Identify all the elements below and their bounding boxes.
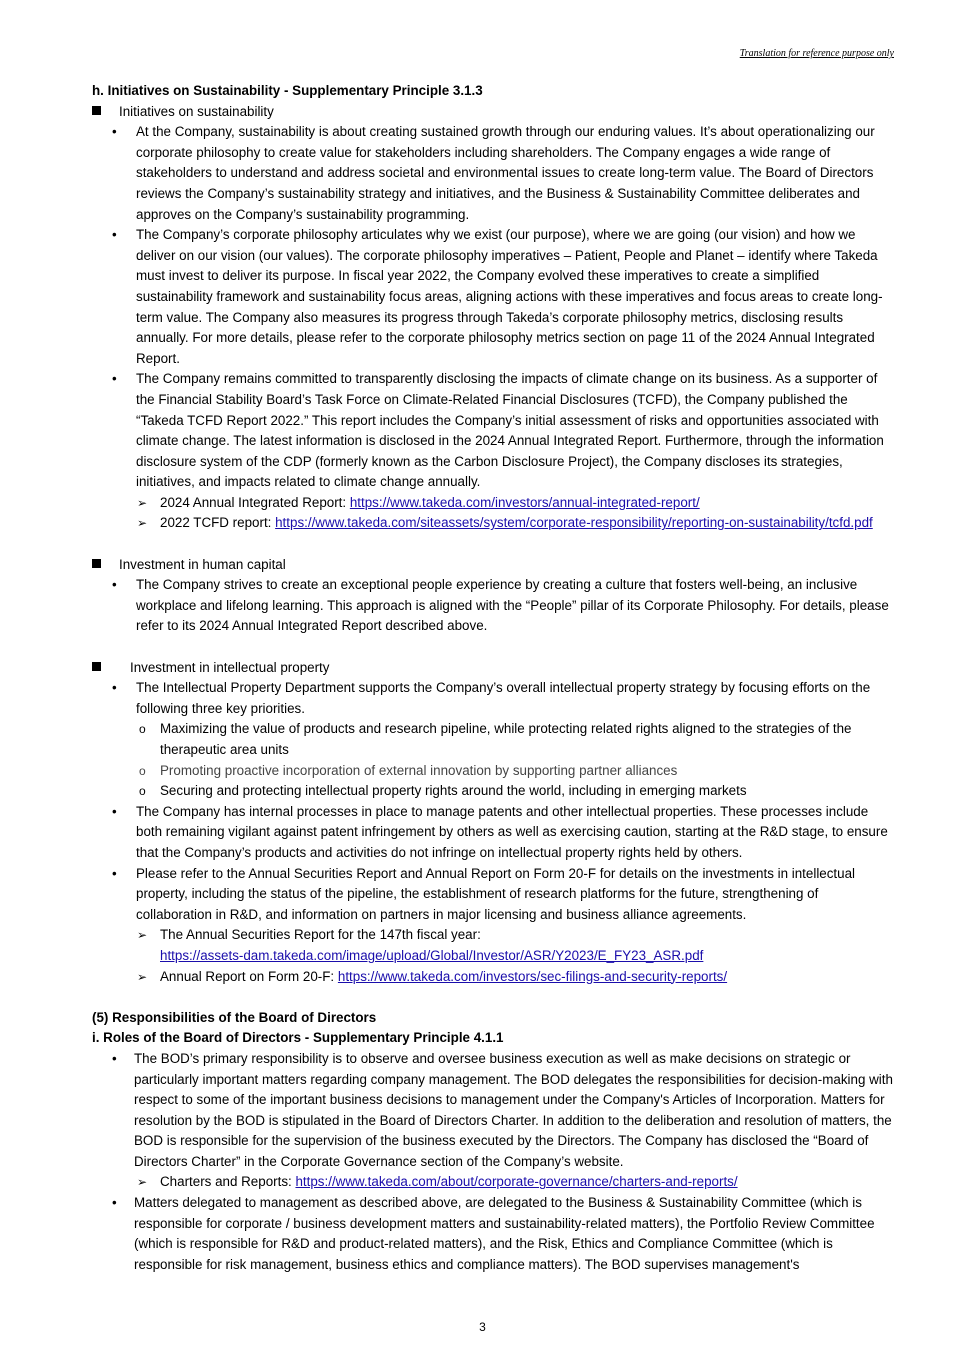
tcfd-report-link[interactable]: https://www.takeda.com/siteassets/system/corporate-responsibility/reporting-on-sustainability/tcfd.pdf bbox=[275, 515, 873, 531]
bullet-icon: • bbox=[112, 1195, 117, 1211]
circle-bullet-icon: o bbox=[139, 722, 146, 737]
arrow-bullet-icon: ➢ bbox=[137, 495, 148, 510]
section-h-title: h. Initiatives on Sustainability - Supplementary Principle 3.1.3 bbox=[92, 83, 483, 98]
list-item: • The Intellectual Property Department supports the Company’s overall intellectual property strategy by focusing efforts on the following three key priorities. bbox=[112, 680, 871, 716]
square-bullet-icon bbox=[92, 662, 101, 671]
arrow-bullet-icon: ➢ bbox=[137, 928, 148, 943]
bullet-icon: • bbox=[112, 803, 117, 819]
ip-heading-row bbox=[92, 658, 897, 679]
sustainability-heading: Initiatives on sustainability bbox=[119, 103, 274, 119]
bullet-icon: • bbox=[112, 371, 117, 387]
bullet-icon: • bbox=[112, 227, 117, 243]
link-item-integrated-report: ➢ 2024 Annual Integrated Report: https://www.takeda.com/investors/annual-integrated-report/ bbox=[92, 493, 897, 514]
section-5-title: (5) Responsibilities of the Board of Directors bbox=[92, 1009, 377, 1025]
priority-item: o Maximizing the value of products and research pipeline, while protecting related rights aligned to the strategies of the therapeutic area units bbox=[139, 721, 852, 757]
bullet-icon: • bbox=[112, 577, 117, 593]
link-item-tcfd: ➢ 2022 TCFD report: https://www.takeda.com/siteassets/system/corporate-responsibility/reporting-on-sustainability/tcfd.pdf bbox=[92, 513, 897, 534]
list-item: • Matters delegated to management as described above, are delegated to the Business & Sustainability Committee (which is responsible for corporate / business development matters and sustainability-related matters), the Portfolio Review Committee (which is responsible for R&D and product-related matters), and the Risk, Ethics and Compliance Committee (which is responsible for risk management, business ethics and compliance matters). The BOD supervises management's bbox=[112, 1195, 875, 1272]
page-content bbox=[92, 81, 897, 1275]
link-item-charters: ➢ Charters and Reports: https://www.takeda.com/about/corporate-governance/charters-and-reports/ bbox=[92, 1172, 897, 1193]
square-bullet-icon bbox=[92, 559, 101, 568]
form20f-link[interactable]: https://www.takeda.com/investors/sec-filings-and-security-reports/ bbox=[337, 968, 728, 984]
list-item: • The Company remains committed to transparently disclosing the impacts of climate change on its business. As a supporter of the Financial Stability Board’s Task Force on Climate-Related Financial Disclosures (TCFD), the Company published the “Takeda TCFD Report 2022.” This report includes the Company’s initial assessment of risks and opportunities associated with climate change. The latest information is disclosed in the 2024 Annual Integrated Report. Furthermore, through the information disclosure system of the CDP (formerly known as the Carbon Disclosure Project), the Company discloses its strategies, initiatives, and impacts related to climate change annually. bbox=[112, 371, 884, 490]
bullet-icon: • bbox=[112, 680, 117, 696]
circle-bullet-icon: o bbox=[139, 763, 146, 778]
bullet-icon: • bbox=[112, 865, 117, 881]
ip-heading: Investment in intellectual property bbox=[130, 659, 330, 675]
translation-note: Translation for reference purpose only bbox=[739, 48, 894, 59]
bullet-icon: • bbox=[112, 124, 117, 140]
section-i-title: i. Roles of the Board of Directors - Supplementary Principle 4.1.1 bbox=[92, 1030, 504, 1046]
integrated-report-link[interactable]: https://www.takeda.com/investors/annual-integrated-report/ bbox=[349, 494, 700, 510]
list-item: • The Company’s corporate philosophy articulates why we exist (our purpose), where we are going (our vision) and how we deliver on our vision (our values). The corporate philosophy imperatives – Patient, People and Planet – identify where Takeda must invest to deliver its purpose. In fiscal year 2022, the Company evolved these imperatives to create a simplified sustainability framework and sustainability focus areas, aligning actions with these imperatives and focus areas to create long-term value. The Company also measures its progress through Takeda’s corporate philosophy metrics, disclosing results annually. For more details, please refer to the corporate philosophy metrics section on page 11 of the 2024 Annual Integrated Report. bbox=[112, 227, 883, 366]
list-item: • The BOD’s primary responsibility is to observe and oversee business execution as well as make decisions on strategic or particularly important matters regarding company management. The BOD delegates the responsibilities for decision-making with respect to some of the important business decisions to management under the Company's Articles of Incorporation. Matters for resolution by the BOD is stipulated in the Board of Directors Charter. In addition to the deliberation and resolution of matters, the BOD is responsible for the supervision of the business executed by the Directors. The Company has disclosed the “Board of Directors Charter” in the Corporate Governance section of the Company’s website. bbox=[112, 1050, 893, 1169]
human-capital-heading-row bbox=[92, 555, 897, 576]
sustainability-heading-row bbox=[92, 102, 897, 123]
arrow-bullet-icon: ➢ bbox=[137, 969, 148, 984]
priority-item: o Securing and protecting intellectual property rights around the world, including in emerging markets bbox=[92, 781, 897, 802]
link-item-form20f: ➢ Annual Report on Form 20-F: https://www.takeda.com/investors/sec-filings-and-security-reports/ bbox=[92, 967, 897, 988]
human-capital-heading: Investment in human capital bbox=[119, 556, 286, 572]
list-item: • Please refer to the Annual Securities Report and Annual Report on Form 20-F for details on the investments in intellectual property, including the status of the pipeline, the establishment of research platforms for the future, strengthening of collaboration in R&D, and information on partners in major licensing and business alliance agreements. bbox=[112, 865, 856, 922]
list-item: • At the Company, sustainability is about creating sustained growth through our enduring values. It’s about operationalizing our corporate philosophy to create value for stakeholders including shareholders. The Company engages a wide range of stakeholders to understand and address societal and environmental issues to create long-term value. The Board of Directors reviews the Company’s sustainability strategy and initiatives, and the Business & Sustainability Committee deliberates and approves on the Company’s sustainability programming. bbox=[112, 124, 875, 222]
arrow-bullet-icon: ➢ bbox=[137, 1175, 148, 1190]
arrow-bullet-icon: ➢ bbox=[137, 516, 148, 531]
page-number: 3 bbox=[479, 1320, 486, 1334]
list-item: • The Company has internal processes in place to manage patents and other intellectual properties. These processes include both remaining vigilant against patent infringement by others as well as exercising caution, starting at the R&D stage, to ensure that the Company’s products and activities do not infringe on intellectual property rights held by others. bbox=[112, 803, 888, 860]
asr-link[interactable]: https://assets-dam.takeda.com/image/upload/Global/Investor/ASR/Y2023/E_FY23_ASR.pdf bbox=[160, 947, 704, 963]
bullet-icon: • bbox=[112, 1050, 117, 1066]
priority-item: o Promoting proactive incorporation of external innovation by supporting partner alliances bbox=[92, 761, 897, 782]
circle-bullet-icon: o bbox=[139, 784, 146, 799]
square-bullet-icon bbox=[92, 106, 101, 115]
charters-link[interactable]: https://www.takeda.com/about/corporate-governance/charters-and-reports/ bbox=[295, 1174, 738, 1190]
list-item: • The Company strives to create an exceptional people experience by creating a culture that fosters well-being, an inclusive workplace and lifelong learning. This approach is aligned with the “People” pillar of its Corporate Philosophy. For details, please refer to its 2024 Annual Integrated Report described above. bbox=[112, 577, 889, 634]
link-item-asr: ➢ The Annual Securities Report for the 147th fiscal year: https://assets-dam.takeda.com/image/upload/Global/Investor/ASR/Y2023/E_FY23_ASR.pdf bbox=[137, 927, 704, 963]
